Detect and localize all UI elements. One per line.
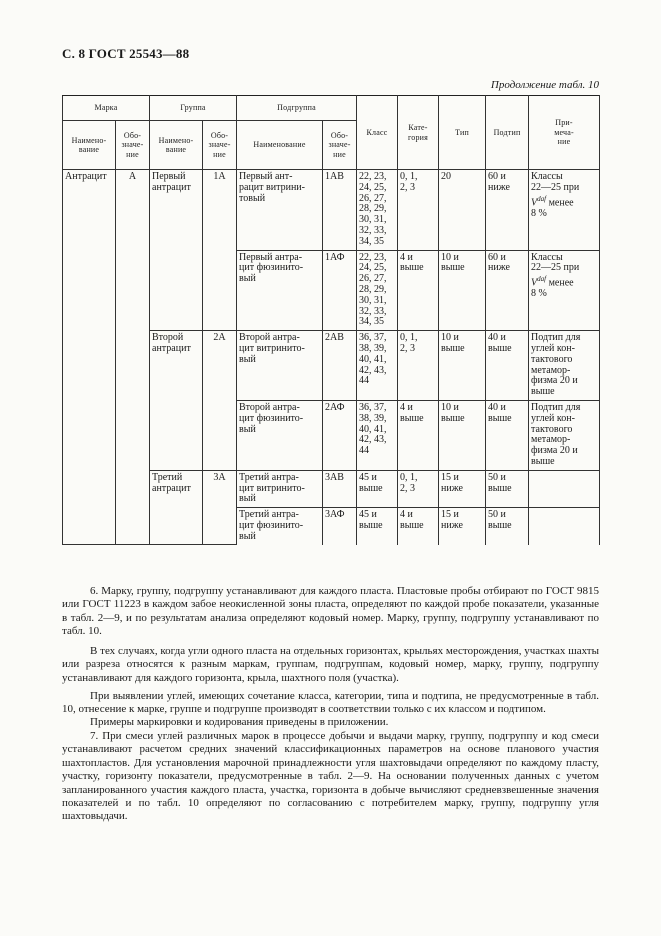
note-text: Классы 22—25 при [531, 251, 580, 274]
table-10 [62, 95, 600, 545]
subgroup-code-cell: 3АВ [323, 470, 357, 507]
col-tip: Тип [439, 96, 486, 170]
paragraph-7 [62, 730, 599, 824]
volatile-superscript: daf [537, 194, 547, 203]
col-marka-name: Наимено- вание [63, 121, 116, 170]
klass-cell: 45 и выше [357, 470, 398, 507]
paragraph-text: При выявлении углей, имеющих сочетание класса, категории, типа и подтипа, не предусмотренные в табл. 10, отнесение к марке, группе и подгруппе производят в соответствии только с их классом и подтипом. [62, 690, 599, 716]
klass-cell: 36, 37, 38, 39, 40, 41, 42, 43, 44 [357, 400, 398, 470]
klass-cell: 45 и выше [357, 508, 398, 545]
note-text: менее 8 % [531, 196, 574, 219]
subgroup-name-cell: Первый ант- рацит витрини- товый [237, 170, 323, 251]
paragraph-text: В тех случаях, когда угли одного пласта на отдельных горизонтах, крыльях месторождения, участках шахты или разреза относятся к разным маркам, группам, подгруппам, кодовый номер, марку, группу, подгруппу устанавливают для каждого горизонта, крыла, шахтного поля (участка). [62, 645, 599, 684]
paragraph-horizons [62, 645, 599, 685]
group-code-cell: 2А [203, 331, 237, 471]
note-cell [529, 250, 600, 331]
group-name-cell: Первый антрацит [150, 170, 203, 331]
subgroup-code-cell: 2АВ [323, 331, 357, 401]
subgroup-name-cell: Второй антра- цит витринито- вый [237, 331, 323, 401]
tip-cell: 15 и ниже [439, 508, 486, 545]
subgroup-name-cell: Третий антра- цит фюзинито- вый [237, 508, 323, 545]
col-gruppa-code: Обо- значе- ние [203, 121, 237, 170]
marka-name-cell: Антрацит [63, 170, 116, 545]
table-row [63, 170, 600, 251]
note-cell [529, 508, 600, 545]
podtip-cell: 60 и ниже [486, 250, 529, 331]
podtip-cell: 60 и ниже [486, 170, 529, 251]
subgroup-code-cell: 1АФ [323, 250, 357, 331]
podtip-cell: 40 и выше [486, 400, 529, 470]
paragraph-6 [62, 585, 599, 639]
col-gruppa: Группа [150, 96, 237, 121]
note-cell: Подтип для углей кон- тактового метамор- физма 20 и выше [529, 400, 600, 470]
klass-cell: 22, 23, 24, 25, 26, 27, 28, 29, 30, 31, 32, 33, 34, 35 [357, 250, 398, 331]
col-podgruppa-name: Наименование [237, 121, 323, 170]
marka-code-cell: А [116, 170, 150, 545]
klass-cell: 22, 23, 24, 25, 26, 27, 28, 29, 30, 31, 32, 33, 34, 35 [357, 170, 398, 251]
podtip-cell: 50 и выше [486, 470, 529, 507]
subgroup-code-cell: 3АФ [323, 508, 357, 545]
note-cell [529, 170, 600, 251]
subgroup-code-cell: 2АФ [323, 400, 357, 470]
paragraph-examples [62, 716, 599, 729]
subgroup-name-cell: Третий антра- цит витринито- вый [237, 470, 323, 507]
subgroup-name-cell: Первый антра- цит фюзинито- вый [237, 250, 323, 331]
table-continuation-label: Продолжение табл. 10 [490, 79, 599, 91]
group-code-cell: 3А [203, 470, 237, 544]
kategoriya-cell: 4 и выше [398, 400, 439, 470]
note-text: Классы 22—25 при [531, 171, 580, 193]
note-text: менее 8 % [531, 277, 574, 300]
page-header: С. 8 ГОСТ 25543—88 [62, 46, 190, 61]
tip-cell: 10 и выше [439, 331, 486, 401]
col-marka-code: Обо- значе- ние [116, 121, 150, 170]
podtip-cell: 40 и выше [486, 331, 529, 401]
tip-cell: 10 и выше [439, 250, 486, 331]
col-podtip: Подтип [486, 96, 529, 170]
klass-cell: 36, 37, 38, 39, 40, 41, 42, 43, 44 [357, 331, 398, 401]
group-code-cell: 1А [203, 170, 237, 331]
group-name-cell: Третий антрацит [150, 470, 203, 544]
col-marka: Марка [63, 96, 150, 121]
subgroup-name-cell: Второй антра- цит фюзинито- вый [237, 400, 323, 470]
podtip-cell: 50 и выше [486, 508, 529, 545]
kategoriya-cell: 4 и выше [398, 508, 439, 545]
subgroup-code-cell: 1АВ [323, 170, 357, 251]
kategoriya-cell: 0, 1, 2, 3 [398, 470, 439, 507]
note-cell: Подтип для углей кон- тактового метамор- физма 20 и выше [529, 331, 600, 401]
col-primechanie: При- меча- ние [529, 96, 600, 170]
paragraph-text: Примеры маркировки и кодирования приведены в приложении. [90, 716, 389, 728]
tip-cell: 15 и ниже [439, 470, 486, 507]
kategoriya-cell: 0, 1, 2, 3 [398, 331, 439, 401]
paragraph-text: 7. При смеси углей различных марок в процессе добычи и выдачи марку, группу, подгруппу и код смеси устанавливают расчетом средних значений классификационных параметров на основе планового участия шахтопластов. Для установления марочной принадлежности угля шахтовыдачи определяют по каждому пласту, участку, горизонту показатели, предусмотренные в табл. 2—9. На основании полученных данных с учетом запланированного участия каждого пласта, участка, горизонта в добыче вычисляют средневзвешенные значения показателей и по табл. 10 определяют по согласованию с потребителем марку, группу, подгруппу угля шахтовыдачи. [62, 730, 599, 823]
col-podgruppa: Подгруппа [237, 96, 357, 121]
paragraph-unforeseen [62, 690, 599, 717]
kategoriya-cell: 0, 1, 2, 3 [398, 170, 439, 251]
col-klass: Класс [357, 96, 398, 170]
col-gruppa-name: Наимено- вание [150, 121, 203, 170]
kategoriya-cell: 4 и выше [398, 250, 439, 331]
volatile-symbol: V [531, 277, 538, 289]
col-podgruppa-code: Обо- значе- ние [323, 121, 357, 170]
col-kategoriya: Кате- гория [398, 96, 439, 170]
tip-cell: 10 и выше [439, 400, 486, 470]
paragraph-text: 6. Марку, группу, подгруппу устанавливают для каждого пласта. Пластовые пробы отбирают по ГОСТ 9815 или ГОСТ 11223 в каждом забое неокисленной зоны пласта, определяют по каждой пробе показатели, указанные в табл. 2—9, и по результатам анализа определяют кодовый номер. Марку, группу, подгруппу устанавливают по табл. 10. [62, 585, 599, 638]
group-name-cell: Второй антрацит [150, 331, 203, 471]
header-row-1 [63, 96, 600, 121]
note-cell [529, 470, 600, 507]
volatile-superscript: daf [537, 275, 547, 284]
volatile-symbol: V [531, 196, 538, 208]
tip-cell: 20 [439, 170, 486, 251]
